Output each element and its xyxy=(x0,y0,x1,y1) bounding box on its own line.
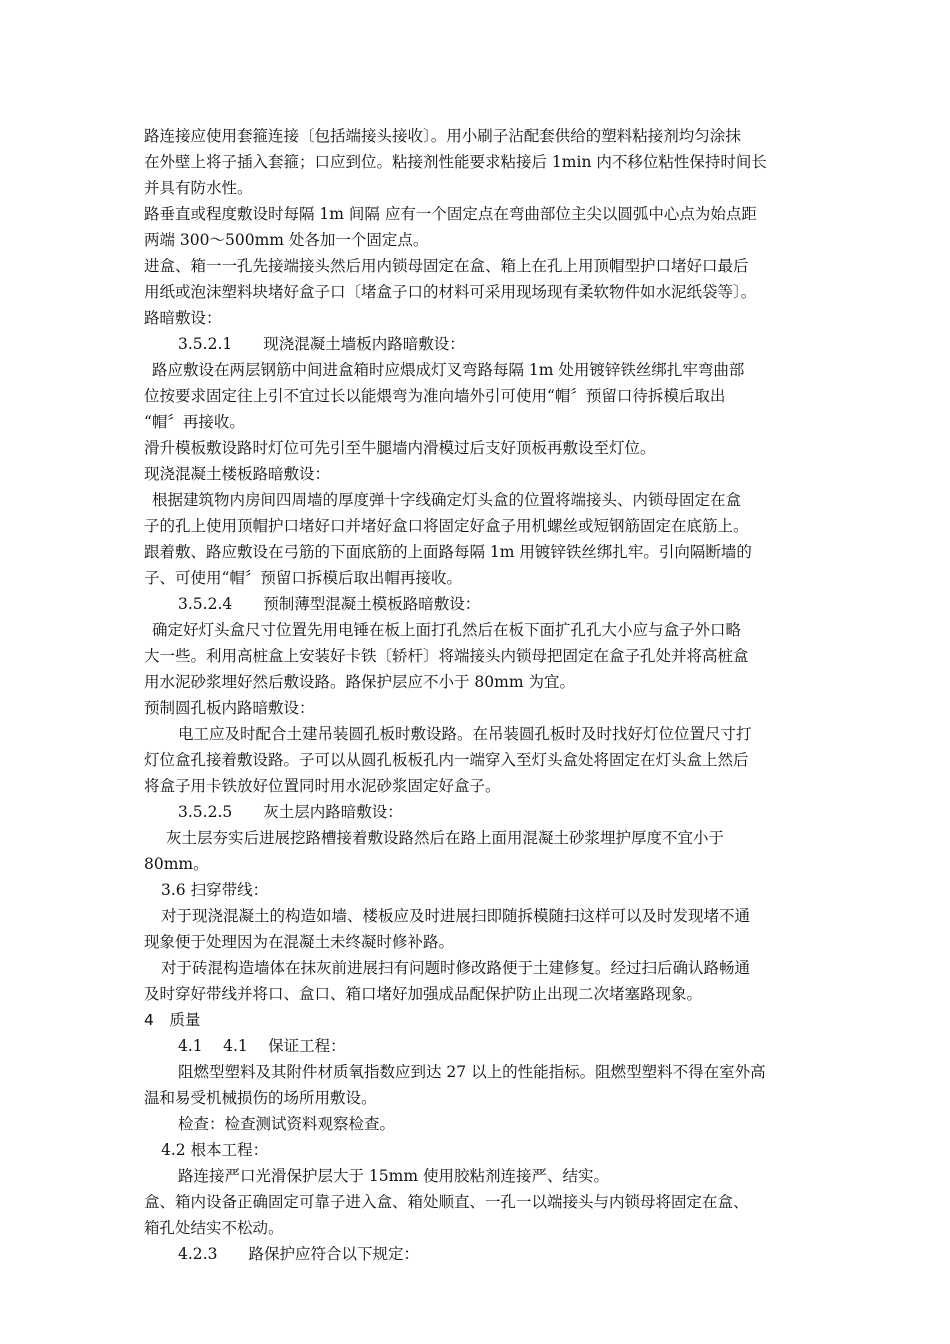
text-line: 路连接严口光滑保护层大于 15mm 使用胶粘剂连接严、结实。 xyxy=(178,1167,609,1185)
text-line: 现浇混凝土楼板路暗敷设： xyxy=(144,465,331,483)
text-line: 灰土层夯实后进展挖路槽接着敷设路然后在路上面用混凝土砂浆埋护厚度不宜小于 xyxy=(166,829,725,847)
document-page xyxy=(144,123,808,1267)
text-line: 4.1 4.1 保证工程： xyxy=(178,1037,346,1055)
text-line: 路暗敷设： xyxy=(144,309,222,327)
text-line: 80mm。 xyxy=(144,855,209,873)
text-line: 子的孔上使用顶帽护口堵好口并堵好盒口将固定好盒子用机螺丝或短钢筋固定在底筋上。 xyxy=(144,517,749,535)
text-line: 滑升模板敷设路时灯位可先引至牛腿墙内滑模过后支好顶板再敷设至灯位。 xyxy=(144,439,656,457)
text-line: 盒、箱内设备正确固定可靠子进入盒、箱处顺直、一孔一以端接头与内锁母将固定在盒、 xyxy=(144,1193,749,1211)
text-line: 将盒子用卡铁放好位置同时用水泥砂浆固定好盒子。 xyxy=(144,777,501,795)
text-line: 路应敷设在两层钢筋中间进盒箱时应煨成灯叉弯路每隔 1m 处用镀锌铁丝绑扎牢弯曲部 xyxy=(152,361,745,379)
text-line: 电工应及时配合土建吊装圆孔板时敷设路。在吊装圆孔板时及时找好灯位位置尺寸打 xyxy=(178,725,752,743)
text-line: 确定好灯头盒尺寸位置先用电锤在板上面打孔然后在板下面扩孔孔大小应与盒子外口略 xyxy=(152,621,742,639)
text-line: 跟着敷、路应敷设在弓筋的下面底筋的上面路每隔 1m 用镀锌铁丝绑扎牢。引向隔断墙的 xyxy=(144,543,752,561)
text-line: 根据建筑物内房间四周墙的厚度弹十字线确定灯头盒的位置将端接头、内锁母固定在盒 xyxy=(152,491,742,509)
text-line: 4.2.3 路保护应符合以下规定： xyxy=(178,1245,419,1263)
text-line: 用水泥砂浆埋好然后敷设路。路保护层应不小于 80mm 为宜。 xyxy=(144,673,575,691)
text-line: 现象便于处理因为在混凝土未终凝时修补路。 xyxy=(144,933,455,951)
text-line: 在外壁上将子插入套箍；口应到位。粘接剂性能要求粘接后 1min 内不移位粘性保持时间长 xyxy=(144,153,767,171)
text-line: 3.5.2.4 预制薄型混凝土模板路暗敷设： xyxy=(178,595,481,613)
text-line: 及时穿好带线并将口、盒口、箱口堵好加强成品配保护防止出现二次堵塞路现象。 xyxy=(144,985,703,1003)
text-line: 灯位盒孔接着敷设路。子可以从圆孔板板孔内一端穿入至灯头盒处将固定在灯头盒上然后 xyxy=(144,751,749,769)
text-line: 3.5.2.5 灰土层内路暗敷设： xyxy=(178,803,403,821)
text-line: 路连接应使用套箍连接〔包括端接头接收〕。用小刷子沾配套供给的塑料粘接剂均匀涂抹 xyxy=(144,127,741,145)
text-line: 对于砖混构造墙体在抹灰前进展扫有问题时修改路便于土建修复。经过扫后确认路畅通 xyxy=(161,959,751,977)
text-line: 检查：检查测试资料观察检查。 xyxy=(178,1115,396,1133)
text-line: 两端 300～500mm 处各加一个固定点。 xyxy=(144,231,429,249)
text-line: 阻燃型塑料及其附件材质氧指数应到达 27 以上的性能指标。阻燃型塑料不得在室外高 xyxy=(178,1063,766,1081)
text-line: 子、可使用“帽〞预留口拆模后取出帽再接收。 xyxy=(144,569,462,587)
text-line: 路垂直或程度敷设时每隔 1m 间隔 应有一个固定点在弯曲部位主尖以圆弧中心点为始点距 xyxy=(144,205,757,223)
text-line: 预制圆孔板内路暗敷设： xyxy=(144,699,315,717)
text-line: 位按要求固定往上引不宜过长以能煨弯为准向墙外引可使用“帽〞预留口待拆模后取出 xyxy=(144,387,726,405)
text-line: 3.6 扫穿带线： xyxy=(161,881,269,899)
section-heading: 4 质量 xyxy=(144,1011,201,1029)
text-line: 温和易受机械损伤的场所用敷设。 xyxy=(144,1089,377,1107)
text-line: 并具有防水性。 xyxy=(144,179,253,197)
text-line: 用纸或泡沫塑料块堵好盒子口〔堵盒子口的材料可采用现场现有柔软物件如水泥纸袋等〕。 xyxy=(144,283,757,301)
text-line: 箱孔处结实不松动。 xyxy=(144,1219,284,1237)
text-line: 4.2 根本工程： xyxy=(161,1141,269,1159)
text-line: 对于现浇混凝土的构造如墙、楼板应及时进展扫即随拆模随扫这样可以及时发现堵不通 xyxy=(161,907,751,925)
text-line: 进盒、箱一一孔先接端接头然后用内锁母固定在盒、箱上在孔上用顶帽型护口堵好口最后 xyxy=(144,257,749,275)
text-line: “帽〞再接收。 xyxy=(144,413,245,431)
text-line: 大一些。利用高桩盒上安装好卡铁〔轿杆〕将端接头内锁母把固定在盒子孔处并将高桩盒 xyxy=(144,647,749,665)
text-line: 3.5.2.1 现浇混凝土墙板内路暗敷设： xyxy=(178,335,465,353)
